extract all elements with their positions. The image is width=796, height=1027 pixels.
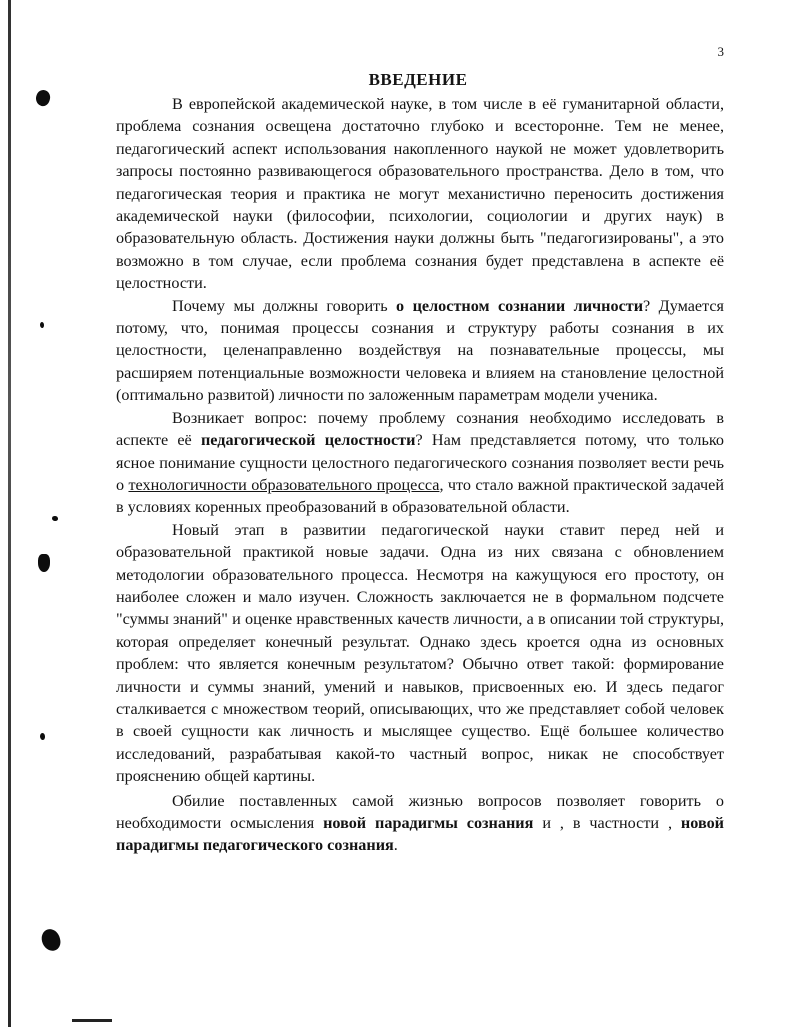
page-number: 3 xyxy=(717,44,724,59)
scan-speck xyxy=(39,927,62,953)
document-body xyxy=(116,93,724,857)
bold-term: о целостном сознании личности xyxy=(396,296,644,315)
paragraph-text: ? Нам представляется потому, что только ясное понимание сущности целостного педагогического сознания позволяет вести речь о xyxy=(116,431,724,494)
bold-term: педагогической целостности xyxy=(200,431,416,450)
bold-term: новой парадигмы педагогического сознания xyxy=(116,814,724,855)
scan-bottom-mark xyxy=(72,1019,112,1022)
paragraph-text: . xyxy=(393,836,398,855)
scan-speck xyxy=(52,516,58,521)
paragraph-new-stage xyxy=(116,519,724,788)
scan-speck xyxy=(38,554,50,572)
paragraph-text: , что стало важной практической задачей в условиях коренных преобразований в образовательной области. xyxy=(116,475,724,517)
paragraph-text: и , в частности , xyxy=(533,814,681,832)
paragraph-text: Возникает вопрос: почему проблему сознания необходимо исследовать в аспекте её xyxy=(116,408,724,450)
page-title: ВВЕДЕНИЕ xyxy=(368,70,468,89)
paragraph-pedagogical-integrity xyxy=(116,407,724,519)
scan-edge-shadow xyxy=(8,0,11,1027)
paragraph-text: В европейской академической науке, в том числе в её гуманитарной области, проблема сознания освещена достаточно глубоко и всесторонне. Тем не менее, педагогический аспект использования накопленного наукой не может удовлетворить запросы постоянно развивающегося образовательного пространства. Дело в том, что педагогическая теория и практика не могут механистично переносить достижения академической науки (философии, психологии, социологии и других наук) в образовательную область. Достижения науки должны быть "педагогизированы", а это возможно в том случае, если проблема сознания будет представлена в аспекте её целостности. xyxy=(116,95,724,293)
underlined-term: технологичности образовательного процесса xyxy=(128,475,440,494)
paragraph-intro xyxy=(116,93,724,295)
paragraph-text: ? Думается потому, что, понимая процессы сознания и структуру работы сознания в их целостности, целенаправленно воздействуя на познавательные процессы, мы расширяем потенциальные возможности человека и влияем на становление целостной (оптимально развитой) личности по заложенным параметрам модели ученика. xyxy=(116,296,725,405)
paragraph-integral-consciousness xyxy=(116,295,724,407)
scan-speck xyxy=(40,322,44,328)
paragraph-text: Новый этап в развитии педагогической науки ставит перед ней и образовательной практикой новые задачи. Одна из них связана с обновлением методологии образовательного процесса. Несмотря на кажущуюся его простоту, он наиболее сложен и мало изучен. Сложность заключается не в формальном подсчете "суммы знаний" и оценке нравственных качеств личности, а в описании той структуры, которая определяет конечный результат. Однако здесь кроется одна из основных проблем: что является конечным результатом? Обычно ответ такой: формирование личности и суммы знаний, умений и навыков, присвоенных ею. И здесь педагог сталкивается с множеством теорий, описывающих, что же представляет собой человек в своей сущности как личность и мыслящее существо. Ещё большее количество исследований, разрабатывая какой-то частный вопрос, никак не способствует прояснению общей картины. xyxy=(116,520,724,786)
bold-term: новой парадигмы сознания xyxy=(323,814,534,832)
paragraph-text: Обилие поставленных самой жизнью вопросов позволяет говорить о необходимости осмысления xyxy=(116,791,724,832)
scan-speck xyxy=(34,88,53,108)
paragraph-new-paradigm xyxy=(116,790,724,857)
paragraph-text: Почему мы должны говорить xyxy=(172,296,397,315)
scan-speck xyxy=(40,733,45,740)
